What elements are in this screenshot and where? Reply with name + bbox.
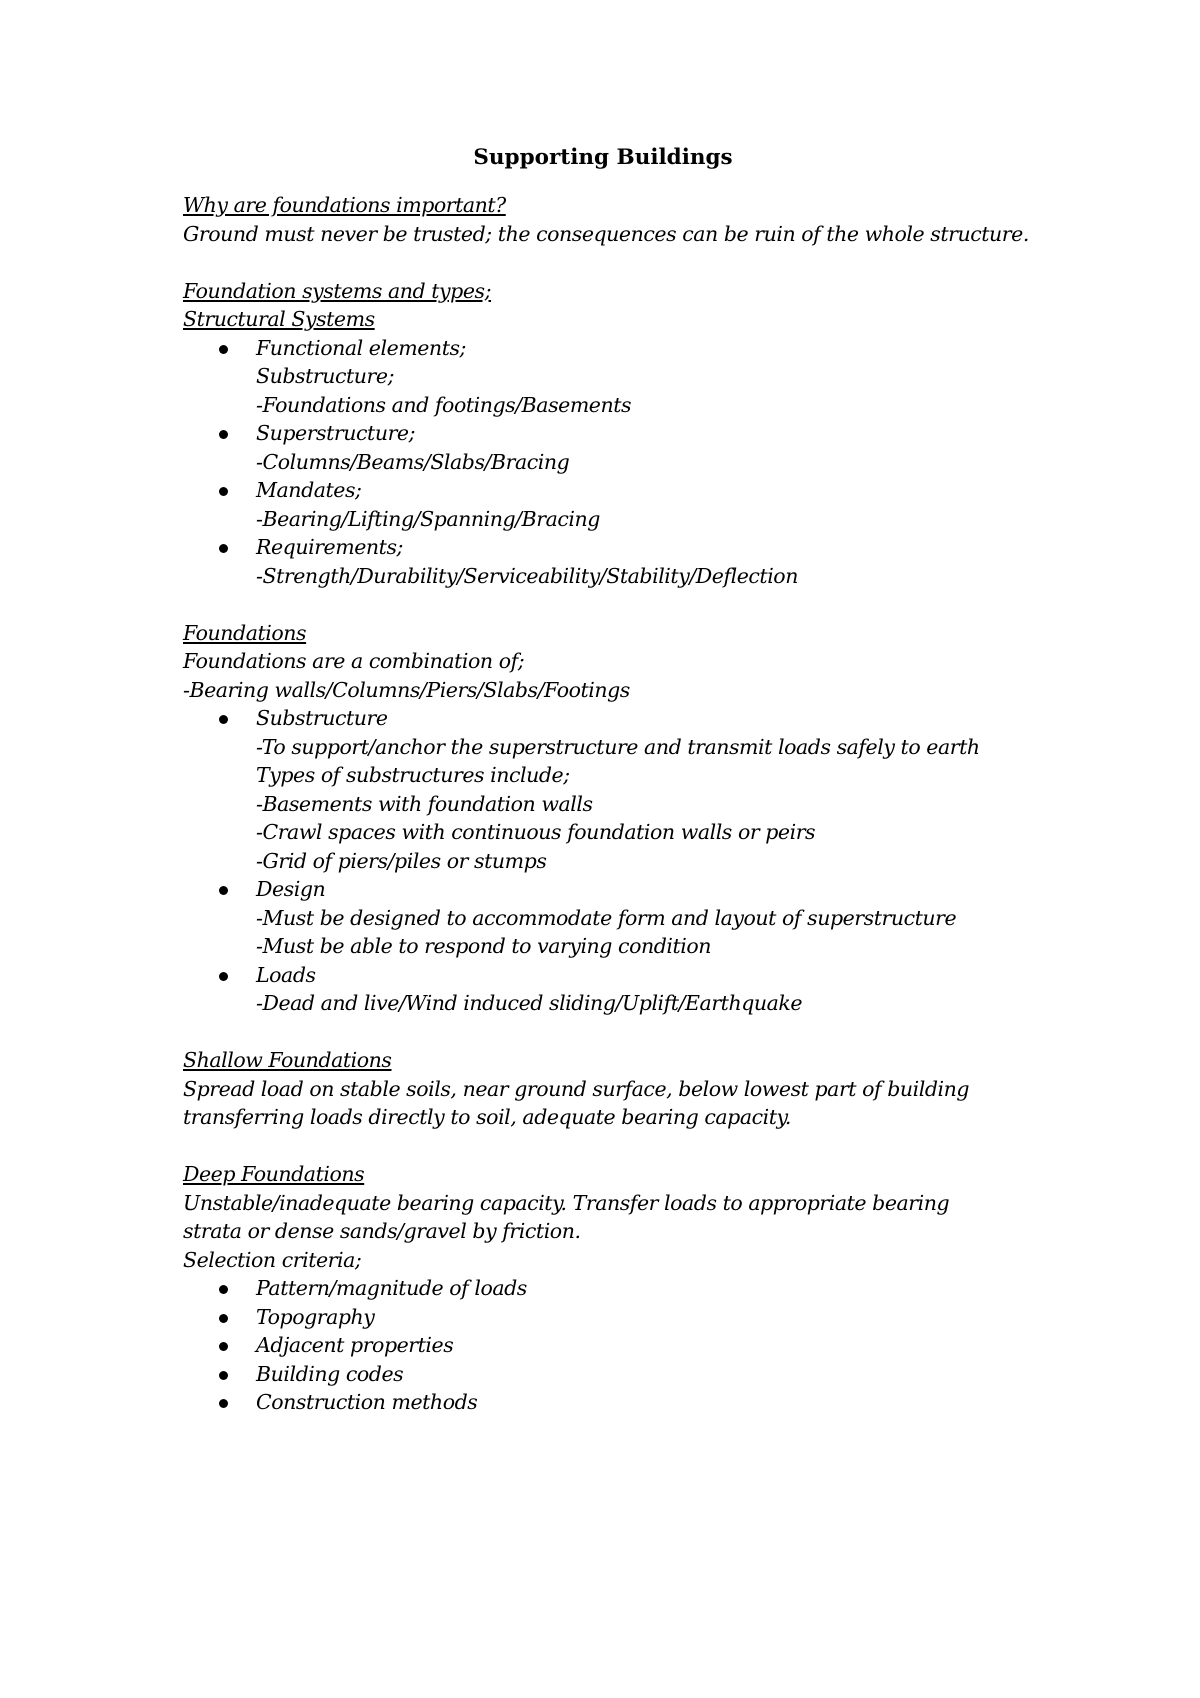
deep-text: Unstable/inadequate bearing capacity. Transfer loads to appropriate bearing [183,1190,950,1215]
list-item [183,1274,1063,1303]
shallow-text: Spread load on stable soils, near ground surface, below lowest part of building [183,1076,970,1101]
bullet-icon [219,972,228,981]
shallow-heading: Shallow Foundations [183,1048,392,1072]
spacer [183,1018,1063,1047]
bullet-line: Adjacent properties [256,1333,454,1357]
bullet-line: Construction methods [256,1390,478,1414]
why-text: Ground must never be trusted; the consequences can be ruin of the whole structure. [183,221,1029,246]
bullet-icon [219,487,228,496]
bullet-icon [219,1314,228,1323]
bullet-icon [219,544,228,553]
systems-subheading: Structural Systems [183,307,375,331]
deep-text: strata or dense sands/gravel by friction. [183,1219,581,1243]
deep-heading: Deep Foundations [183,1162,365,1186]
bullet-line: Design [256,877,326,901]
list-item [183,533,1063,590]
foundations-heading: Foundations [183,620,307,645]
bullet-line: -Bearing/Lifting/Spanning/Bracing [256,506,600,531]
bullet-line: -To support/anchor the superstructure and transmit loads safely to earth [256,734,980,759]
bullet-line: Substructure [256,706,388,730]
bullet-icon [219,886,228,895]
list-item [183,1331,1063,1360]
bullet-line: -Basements with foundation walls [256,791,593,816]
bullet-icon [219,1342,228,1351]
document-page [183,143,1063,1417]
bullet-icon [219,430,228,439]
bullet-line: Building codes [256,1361,404,1386]
bullet-line: -Must be designed to accommodate form and layout of superstructure [256,905,957,930]
list-item [183,1303,1063,1332]
bullet-line: Requirements; [256,535,403,559]
bullet-line: Functional elements; [256,335,467,360]
bullet-line: Loads [256,962,316,987]
list-item [183,875,1063,961]
systems-heading: Foundation systems and types; [183,278,492,303]
why-heading: Why are foundations important? [183,193,506,217]
bullet-icon [219,345,228,354]
bullet-line: -Columns/Beams/Slabs/Bracing [256,449,570,474]
list-item [183,961,1063,1018]
bullet-icon [219,1371,228,1380]
bullet-line: -Strength/Durability/Serviceability/Stability/Deflection [256,563,798,588]
shallow-text: transferring loads directly to soil, adequate bearing capacity. [183,1105,792,1129]
bullet-line: Mandates; [256,478,362,502]
bullet-line: Types of substructures include; [256,763,570,787]
bullet-line: Pattern/magnitude of loads [256,1276,527,1300]
list-item [183,476,1063,533]
list-item [183,1360,1063,1389]
bullet-line: Topography [256,1304,375,1329]
spacer [183,1132,1063,1161]
list-item [183,419,1063,476]
bullet-line: -Must be able to respond to varying condition [256,934,712,958]
bullet-line: -Grid of piers/piles or stumps [256,848,547,873]
bullet-icon [219,715,228,724]
foundations-intro: -Bearing walls/Columns/Piers/Slabs/Footings [183,677,630,702]
bullet-line: -Foundations and footings/Basements [256,392,632,417]
bullet-icon [219,1399,228,1408]
list-item [183,1388,1063,1417]
list-item [183,334,1063,420]
bullet-line: -Dead and live/Wind induced sliding/Uplift/Earthquake [256,991,803,1015]
bullet-line: Superstructure; [256,421,416,445]
foundations-intro: Foundations are a combination of; [183,649,525,673]
list-item [183,704,1063,875]
bullet-line: -Crawl spaces with continuous foundation walls or peirs [256,820,816,844]
document-title: Supporting Buildings [473,145,733,170]
spacer [183,248,1063,277]
deep-text: Selection criteria; [183,1247,362,1272]
bullet-line: Substructure; [256,364,395,388]
spacer [183,590,1063,619]
bullet-icon [219,1285,228,1294]
